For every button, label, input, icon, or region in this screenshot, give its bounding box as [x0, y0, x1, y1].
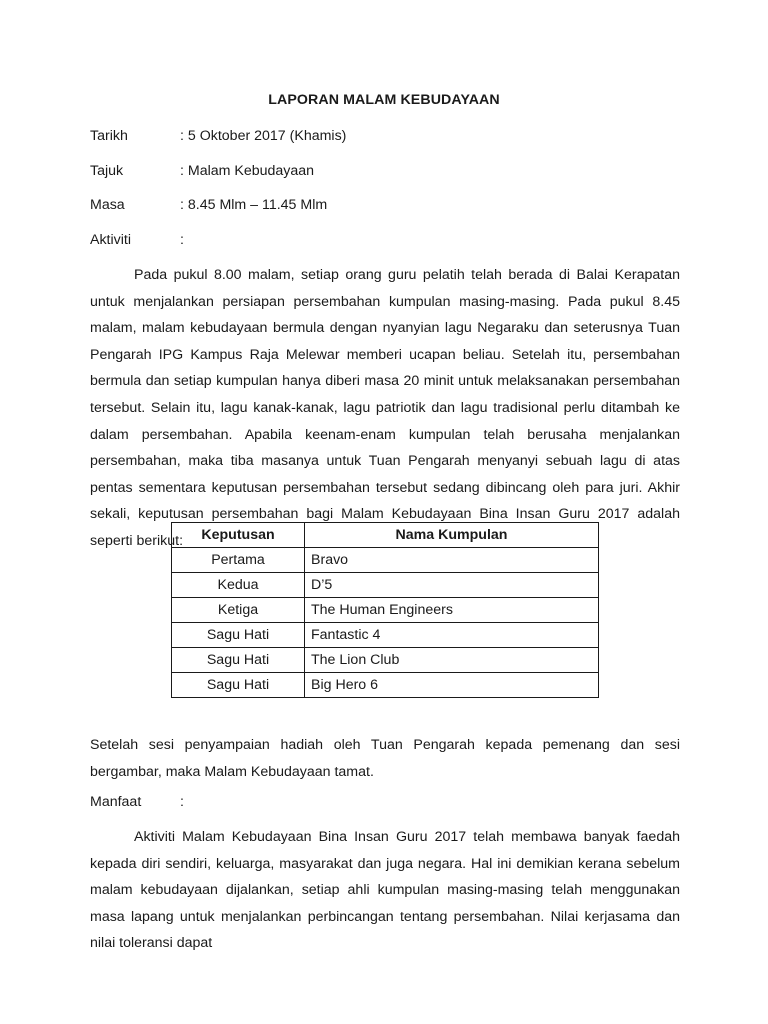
paragraph-manfaat: Aktiviti Malam Kebudayaan Bina Insan Guru 2017 telah membawa banyak faedah kepada diri sendiri, keluarga, masyarakat dan juga negara. Hal ini demikian kerana sebelum malam kebudayaan dijalankan, setiap ahli kumpulan masing-masing telah menggunakan masa lapang untuk menjalankan perbincangan tentang persembahan. Nilai kerjasama dan nilai toleransi dapat: [90, 829, 680, 952]
table-cell-nama-kumpulan: D’5: [305, 573, 599, 598]
table-cell-keputusan: Sagu Hati: [172, 623, 305, 648]
table-row: [172, 548, 599, 573]
table-header-row: [172, 523, 599, 548]
field-value-manfaat: :: [180, 794, 184, 810]
field-value-masa: : 8.45 Mlm – 11.45 Mlm: [180, 197, 328, 213]
field-manfaat: [90, 794, 690, 814]
field-tajuk: [90, 163, 690, 183]
field-tarikh: [90, 128, 690, 148]
table-cell-nama-kumpulan: Fantastic 4: [305, 623, 599, 648]
table-cell-nama-kumpulan: The Lion Club: [305, 648, 599, 673]
table-row: [172, 648, 599, 673]
field-label-masa: Masa: [90, 197, 125, 213]
paragraph-aktiviti: Pada pukul 8.00 malam, setiap orang guru pelatih telah berada di Balai Kerapatan untuk menjalankan persiapan persembahan kumpulan masing-masing. Pada pukul 8.45 malam, malam kebudayaan bermula dengan nyanyian lagu Negaraku dan seterusnya Tuan Pengarah IPG Kampus Raja Melewar memberi ucapan beliau. Setelah itu, persembahan bermula dan setiap kumpulan hanya diberi masa 20 minit untuk melaksanakan persembahan tersebut. Selain itu, lagu kanak-kanak, lagu patriotik dan lagu tradisional perlu ditambah ke dalam persembahan. Apabila keenam-enam kumpulan telah berusaha menjalankan persembahan, maka tiba masanya untuk Tuan Pengarah menyanyi sebuah lagu di atas pentas sementara keputusan persembahan tersebut sedang dibincang oleh para juri. Akhir sekali, keputusan persembahan bagi Malam Kebudayaan Bina Insan Guru 2017 adalah seperti berikut:: [90, 267, 680, 549]
table-header-keputusan: Keputusan: [172, 523, 305, 548]
field-value-tajuk: : Malam Kebudayaan: [180, 163, 315, 179]
results-table: [171, 522, 599, 698]
table-cell-nama-kumpulan: Bravo: [305, 548, 599, 573]
field-label-manfaat: Manfaat: [90, 794, 142, 810]
field-label-aktiviti: Aktiviti: [90, 232, 131, 248]
table-cell-keputusan: Sagu Hati: [172, 673, 305, 698]
field-value-aktiviti: :: [180, 232, 184, 248]
table-header-nama-kumpulan: Nama Kumpulan: [305, 523, 599, 548]
table-cell-nama-kumpulan: The Human Engineers: [305, 598, 599, 623]
table-cell-keputusan: Sagu Hati: [172, 648, 305, 673]
table-row: [172, 573, 599, 598]
field-aktiviti: [90, 232, 690, 252]
table-cell-keputusan: Ketiga: [172, 598, 305, 623]
table-cell-keputusan: Kedua: [172, 573, 305, 598]
table-cell-nama-kumpulan: Big Hero 6: [305, 673, 599, 698]
field-masa: [90, 197, 690, 217]
field-label-tajuk: Tajuk: [90, 163, 124, 179]
document-title: LAPORAN MALAM KEBUDAYAAN: [268, 92, 500, 108]
field-label-tarikh: Tarikh: [90, 128, 128, 144]
table-cell-keputusan: Pertama: [172, 548, 305, 573]
field-value-tarikh: : 5 Oktober 2017 (Khamis): [180, 128, 347, 144]
table-row: [172, 673, 599, 698]
paragraph-penutup: Setelah sesi penyampaian hadiah oleh Tuan Pengarah kepada pemenang dan sesi bergambar, maka Malam Kebudayaan tamat.: [90, 737, 680, 780]
table-row: [172, 623, 599, 648]
table-row: [172, 598, 599, 623]
